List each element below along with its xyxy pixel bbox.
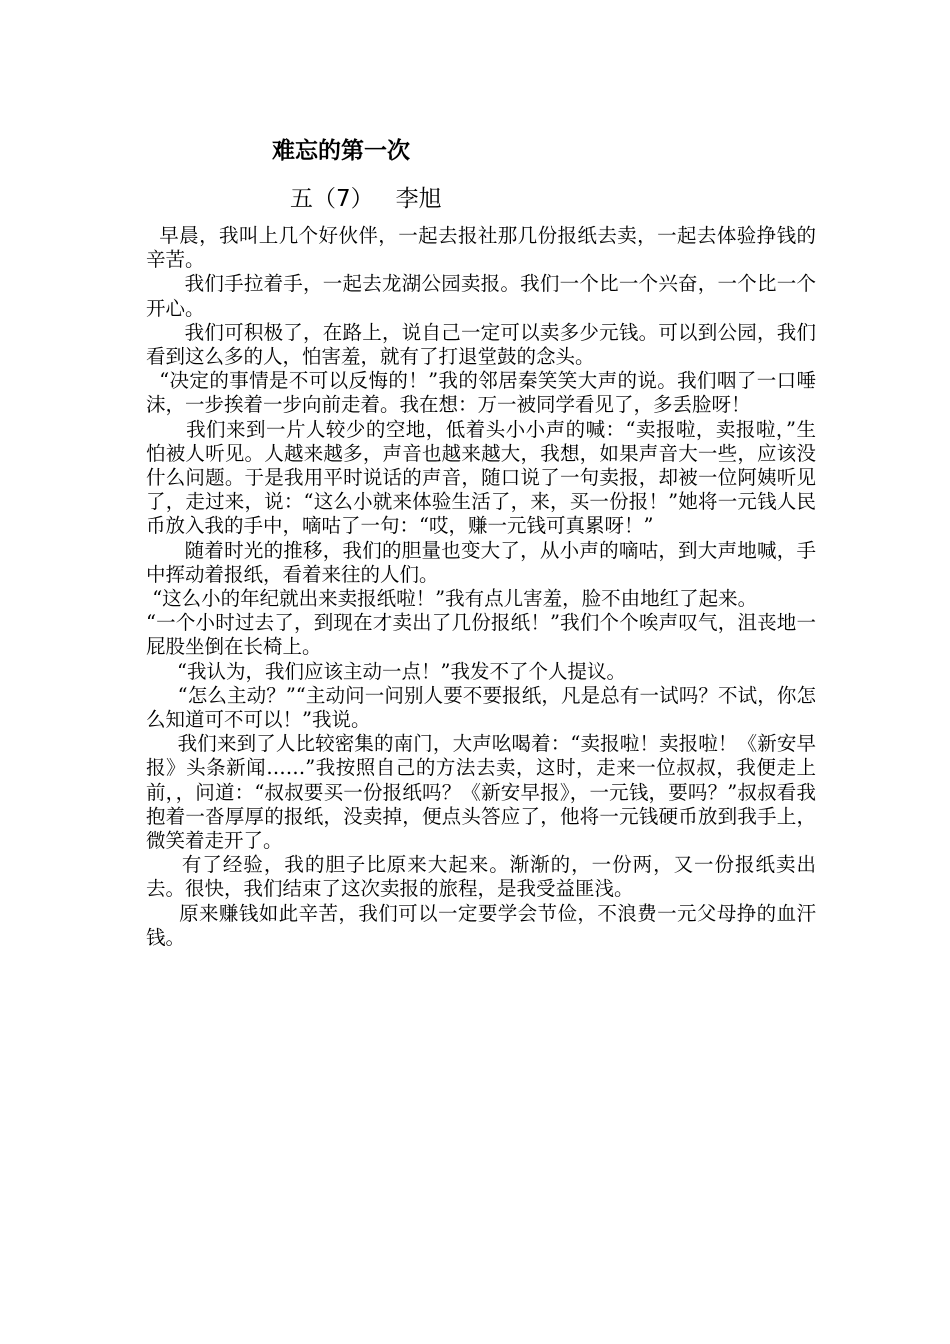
paragraph: 我们手拉着手，一起去龙湖公园卖报。我们一个比一个兴奋，一个比一个开心。: [146, 272, 816, 320]
paragraph: 早晨，我叫上几个好伙伴，一起去报社那几份报纸去卖，一起去体验挣钱的辛苦。: [146, 224, 816, 272]
paragraph: 随着时光的推移，我们的胆量也变大了，从小声的嘀咕，到大声地喊，手中挥动着报纸，看着来往的人们。: [146, 538, 816, 586]
class-label: 五（7）: [290, 186, 374, 212]
paragraph: “这么小的年纪就出来卖报纸啦！”我有点儿害羞，脸不由地红了起来。: [146, 587, 758, 611]
author-byline: [290, 184, 442, 214]
paragraph: “怎么主动？”“主动问一问别人要不要报纸，凡是总有一试吗？不试，你怎么知道可不可以！”我说。: [146, 683, 816, 732]
author-name: 李旭: [395, 186, 442, 212]
paragraph: “我认为，我们应该主动一点！”我发不了个人提议。: [146, 659, 626, 683]
document-title: 难忘的第一次: [272, 138, 410, 164]
paragraph: “决定的事情是不可以反悔的！”我的邻居秦笑笑大声的说。我们咽了一口唾沫，一步挨着一步向前走着。我在想：万一被同学看见了，多丢脸呀！: [146, 369, 816, 417]
paragraph: 原来赚钱如此辛苦，我们可以一定要学会节俭，不浪费一元父母挣的血汗钱。: [146, 901, 816, 949]
paragraph: 我们来到了人比较密集的南门，大声吆喝着：“卖报啦！卖报啦！《新安早报》头条新闻……”我按照自己的方法去卖，这时，走来一位叔叔，我便走上前，，问道：“叔叔要买一份报纸吗？《新安早报》，一元钱，要吗？”叔叔看我抱着一沓厚厚的报纸，没卖掉，便点头答应了，他将一元钱硬币放到我手上，微笑着走开了。: [146, 732, 816, 853]
paragraph: 我们来到一片人较少的空地，低着头小小声的喊：“卖报啦，卖报啦，”生怕被人听见。人越来越多，声音也越来越大，我想，如果声音大一些，应该没什么问题。于是我用平时说话的声音，随口说了一句卖报，却被一位阿姨听见了，走过来，说：“这么小就来体验生活了，来，买一份报！”她将一元钱人民币放入我的手中，嘀咕了一句：“哎，赚一元钱可真累呀！”: [146, 417, 816, 538]
paragraph: 我们可积极了，在路上，说自己一定可以卖多少元钱。可以到公园，我们看到这么多的人，怕害羞，就有了打退堂鼓的念头。: [146, 320, 816, 369]
paragraph: “一个小时过去了，到现在才卖出了几份报纸！”我们个个唉声叹气，沮丧地一屁股坐倒在长椅上。: [146, 611, 816, 659]
paragraph: 有了经验，我的胆子比原来大起来。渐渐的，一份两，又一份报纸卖出去。很快，我们结束了这次卖报的旅程，是我受益匪浅。: [146, 853, 816, 901]
article-body: [146, 224, 816, 950]
